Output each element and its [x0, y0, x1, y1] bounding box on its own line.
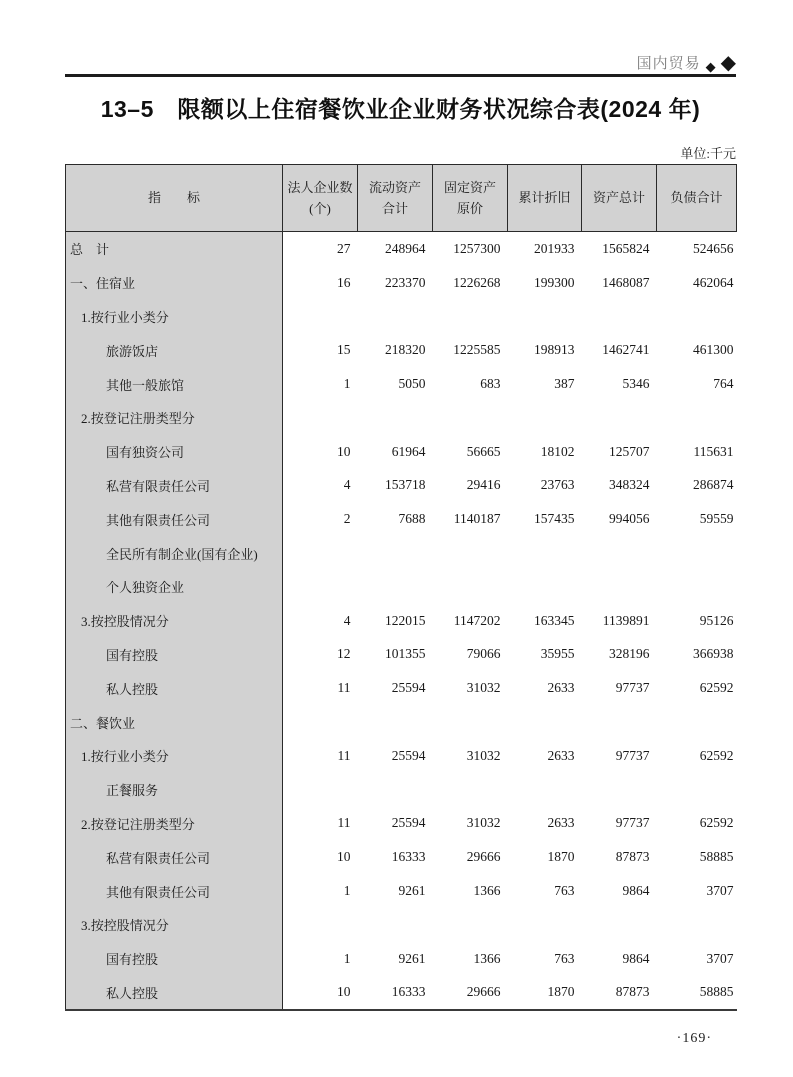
- row-indicator: 3.按控股情况分: [66, 908, 283, 942]
- row-value: [358, 300, 433, 334]
- row-value: 248964: [358, 232, 433, 266]
- column-header-6: [657, 165, 737, 232]
- column-header-line: 累计折旧: [518, 190, 571, 206]
- row-indicator: 其他一般旅馆: [66, 367, 283, 401]
- row-value: 163345: [508, 604, 582, 638]
- row-value: [283, 773, 358, 807]
- table-row: [66, 333, 737, 367]
- row-value: [508, 773, 582, 807]
- table-row: [66, 773, 737, 807]
- row-value: [283, 705, 358, 739]
- row-value: 286874: [657, 469, 737, 503]
- table-row: [66, 705, 737, 739]
- header-rule: [65, 74, 736, 77]
- row-value: 12: [283, 638, 358, 672]
- row-value: 387: [508, 367, 582, 401]
- row-value: 1366: [433, 874, 508, 908]
- column-header-line: 固定资产: [443, 179, 496, 195]
- table-row: [66, 232, 737, 266]
- table-row: [66, 469, 737, 503]
- row-value: [358, 773, 433, 807]
- row-value: 97737: [582, 807, 657, 841]
- column-header-0: [66, 165, 283, 232]
- row-value: [433, 401, 508, 435]
- table-row: [66, 671, 737, 705]
- row-value: [283, 570, 358, 604]
- row-value: 1870: [508, 976, 582, 1011]
- row-value: 153718: [358, 469, 433, 503]
- row-value: 1565824: [582, 232, 657, 266]
- row-value: 31032: [433, 739, 508, 773]
- column-header-line: 负债合计: [670, 190, 723, 206]
- row-indicator: 其他有限责任公司: [66, 502, 283, 536]
- row-value: 15: [283, 333, 358, 367]
- row-value: 59559: [657, 502, 737, 536]
- table-row: [66, 300, 737, 334]
- row-value: [433, 908, 508, 942]
- row-value: 157435: [508, 502, 582, 536]
- row-indicator: 旅游饭店: [66, 333, 283, 367]
- row-value: [508, 908, 582, 942]
- row-value: 29416: [433, 469, 508, 503]
- row-value: 366938: [657, 638, 737, 672]
- row-value: 3707: [657, 942, 737, 976]
- row-value: 1870: [508, 840, 582, 874]
- table-header-row: [66, 165, 737, 232]
- row-value: [508, 300, 582, 334]
- row-value: 994056: [582, 502, 657, 536]
- row-value: 87873: [582, 840, 657, 874]
- column-header-3: [433, 165, 508, 232]
- table-row: [66, 840, 737, 874]
- column-header-2: [358, 165, 433, 232]
- row-value: 1468087: [582, 266, 657, 300]
- row-indicator: 私营有限责任公司: [66, 469, 283, 503]
- column-header-line: (个): [309, 201, 331, 216]
- row-value: [358, 705, 433, 739]
- row-value: 9864: [582, 942, 657, 976]
- row-value: 2633: [508, 807, 582, 841]
- row-value: 1462741: [582, 333, 657, 367]
- diamond-small-icon: ◆: [705, 59, 716, 74]
- row-value: 763: [508, 942, 582, 976]
- row-value: 461300: [657, 333, 737, 367]
- row-indicator: 3.按控股情况分: [66, 604, 283, 638]
- row-indicator: 国有控股: [66, 942, 283, 976]
- row-value: 223370: [358, 266, 433, 300]
- row-value: 198913: [508, 333, 582, 367]
- row-value: [657, 908, 737, 942]
- row-value: 201933: [508, 232, 582, 266]
- row-value: 1225585: [433, 333, 508, 367]
- row-value: [508, 401, 582, 435]
- row-value: [582, 908, 657, 942]
- row-value: 4: [283, 469, 358, 503]
- row-value: 97737: [582, 739, 657, 773]
- row-value: 2633: [508, 671, 582, 705]
- row-value: 61964: [358, 435, 433, 469]
- row-value: 1257300: [433, 232, 508, 266]
- row-value: 101355: [358, 638, 433, 672]
- row-value: 58885: [657, 840, 737, 874]
- row-value: 87873: [582, 976, 657, 1011]
- row-value: 10: [283, 840, 358, 874]
- row-value: 1366: [433, 942, 508, 976]
- row-indicator: 私营有限责任公司: [66, 840, 283, 874]
- row-value: 16333: [358, 976, 433, 1011]
- row-value: 5346: [582, 367, 657, 401]
- row-value: 524656: [657, 232, 737, 266]
- column-header-line: 合计: [381, 201, 408, 216]
- column-header-1: [283, 165, 358, 232]
- row-value: [657, 300, 737, 334]
- row-value: [657, 570, 737, 604]
- row-value: [433, 300, 508, 334]
- row-value: [433, 705, 508, 739]
- row-indicator: 国有控股: [66, 638, 283, 672]
- table-header: [66, 165, 737, 232]
- row-value: 4: [283, 604, 358, 638]
- row-value: 11: [283, 807, 358, 841]
- row-value: [657, 536, 737, 570]
- row-value: [657, 773, 737, 807]
- row-value: [657, 401, 737, 435]
- column-header-line: 资产总计: [592, 190, 645, 206]
- page-corner-header: [637, 53, 736, 73]
- column-header-line: 原价: [456, 201, 483, 216]
- row-value: 9261: [358, 874, 433, 908]
- row-indicator: 私人控股: [66, 671, 283, 705]
- row-value: 10: [283, 976, 358, 1011]
- row-value: [358, 908, 433, 942]
- row-value: [433, 570, 508, 604]
- row-indicator: 二、餐饮业: [66, 705, 283, 739]
- row-value: [283, 536, 358, 570]
- table-row: [66, 604, 737, 638]
- row-value: 1139891: [582, 604, 657, 638]
- row-value: [582, 570, 657, 604]
- row-value: 16333: [358, 840, 433, 874]
- table-row: [66, 638, 737, 672]
- row-value: 122015: [358, 604, 433, 638]
- row-value: [508, 570, 582, 604]
- table-row: [66, 942, 737, 976]
- row-value: 10: [283, 435, 358, 469]
- column-header-5: [582, 165, 657, 232]
- row-value: 62592: [657, 807, 737, 841]
- row-value: [657, 705, 737, 739]
- row-value: 11: [283, 671, 358, 705]
- column-header-line: 法人企业数: [287, 179, 353, 195]
- row-value: 1: [283, 942, 358, 976]
- row-indicator: 一、住宿业: [66, 266, 283, 300]
- row-value: [283, 908, 358, 942]
- row-value: 58885: [657, 976, 737, 1011]
- row-value: [283, 300, 358, 334]
- row-indicator: 个人独资企业: [66, 570, 283, 604]
- column-header-line: 流动资产: [368, 179, 421, 195]
- table-row: [66, 266, 737, 300]
- row-value: [433, 773, 508, 807]
- row-value: 5050: [358, 367, 433, 401]
- section-label: 国内贸易: [636, 55, 701, 72]
- unit-note: 单位:千元: [680, 146, 736, 161]
- row-value: 29666: [433, 840, 508, 874]
- row-value: 23763: [508, 469, 582, 503]
- row-value: [582, 773, 657, 807]
- row-value: 115631: [657, 435, 737, 469]
- row-value: 97737: [582, 671, 657, 705]
- row-value: 79066: [433, 638, 508, 672]
- row-value: 62592: [657, 671, 737, 705]
- table-row: [66, 502, 737, 536]
- table-row: [66, 874, 737, 908]
- row-indicator: 1.按行业小类分: [66, 300, 283, 334]
- row-value: 2: [283, 502, 358, 536]
- row-value: 1: [283, 367, 358, 401]
- row-indicator: 总 计: [66, 232, 283, 266]
- row-value: 1140187: [433, 502, 508, 536]
- row-value: 25594: [358, 807, 433, 841]
- row-value: 7688: [358, 502, 433, 536]
- row-value: 29666: [433, 976, 508, 1011]
- table-row: [66, 435, 737, 469]
- table-row: [66, 807, 737, 841]
- row-value: 1: [283, 874, 358, 908]
- row-value: 56665: [433, 435, 508, 469]
- row-indicator: 2.按登记注册类型分: [66, 401, 283, 435]
- row-value: [508, 705, 582, 739]
- row-value: 763: [508, 874, 582, 908]
- row-value: [582, 705, 657, 739]
- table-row: [66, 976, 737, 1011]
- row-indicator: 其他有限责任公司: [66, 874, 283, 908]
- row-value: 62592: [657, 739, 737, 773]
- row-value: [433, 536, 508, 570]
- row-value: 16: [283, 266, 358, 300]
- row-value: 95126: [657, 604, 737, 638]
- row-value: 683: [433, 367, 508, 401]
- row-value: 2633: [508, 739, 582, 773]
- row-indicator: 国有独资公司: [66, 435, 283, 469]
- row-value: [582, 401, 657, 435]
- row-value: 9261: [358, 942, 433, 976]
- row-value: 1226268: [433, 266, 508, 300]
- row-indicator: 2.按登记注册类型分: [66, 807, 283, 841]
- table-row: [66, 908, 737, 942]
- page-number: ·169·: [676, 1031, 712, 1046]
- row-value: 31032: [433, 671, 508, 705]
- row-value: 348324: [582, 469, 657, 503]
- row-value: 11: [283, 739, 358, 773]
- column-header-4: [508, 165, 582, 232]
- row-indicator: 正餐服务: [66, 773, 283, 807]
- row-value: [358, 536, 433, 570]
- financial-status-table: [65, 164, 737, 1011]
- table-body: [66, 232, 737, 1011]
- row-value: 9864: [582, 874, 657, 908]
- row-value: 3707: [657, 874, 737, 908]
- row-value: [358, 401, 433, 435]
- row-value: 462064: [657, 266, 737, 300]
- row-value: [358, 570, 433, 604]
- row-value: 199300: [508, 266, 582, 300]
- row-value: 35955: [508, 638, 582, 672]
- table-row: [66, 536, 737, 570]
- row-value: [508, 536, 582, 570]
- table-row: [66, 570, 737, 604]
- row-value: 328196: [582, 638, 657, 672]
- row-value: 1147202: [433, 604, 508, 638]
- row-value: 31032: [433, 807, 508, 841]
- column-header-line: 指 标: [147, 190, 200, 206]
- row-value: [283, 401, 358, 435]
- row-value: 25594: [358, 671, 433, 705]
- table-row: [66, 739, 737, 773]
- page-title: 13–5 限额以上住宿餐饮业企业财务状况综合表(2024 年): [100, 96, 701, 122]
- diamond-large-icon: ◆: [720, 52, 736, 74]
- row-value: [582, 300, 657, 334]
- row-value: 27: [283, 232, 358, 266]
- row-value: [582, 536, 657, 570]
- row-value: 764: [657, 367, 737, 401]
- row-value: 18102: [508, 435, 582, 469]
- row-value: 125707: [582, 435, 657, 469]
- row-indicator: 1.按行业小类分: [66, 739, 283, 773]
- row-value: 218320: [358, 333, 433, 367]
- table-row: [66, 367, 737, 401]
- row-value: 25594: [358, 739, 433, 773]
- row-indicator: 私人控股: [66, 976, 283, 1011]
- table-row: [66, 401, 737, 435]
- row-indicator: 全民所有制企业(国有企业): [66, 536, 283, 570]
